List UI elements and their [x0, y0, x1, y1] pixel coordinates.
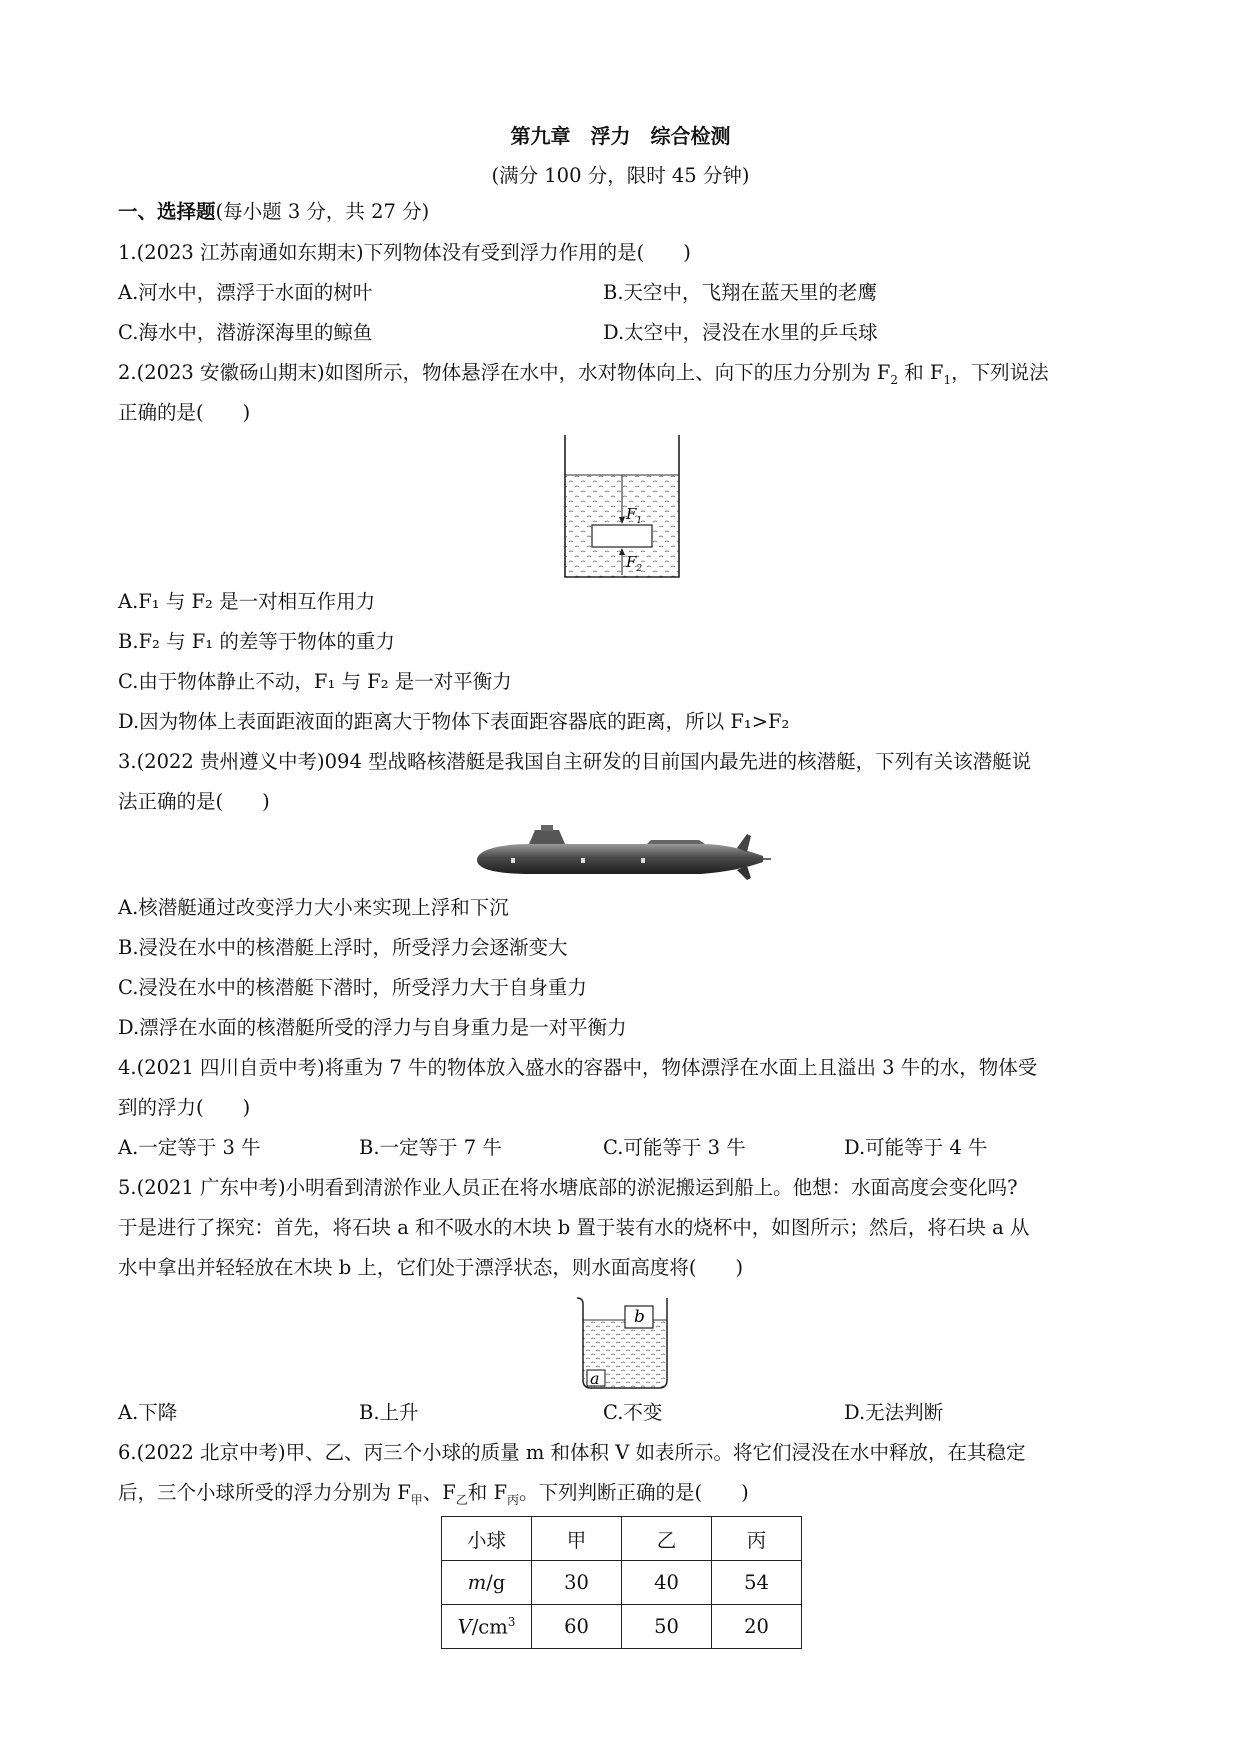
- q2-sub-1: 1: [943, 372, 952, 387]
- q6-sub-jia: 甲: [410, 1492, 423, 1507]
- q2-option-d: D.因为物体上表面距液面的距离大于物体下表面距容器底的距离，所以 F₁>F₂: [118, 710, 790, 733]
- q5-stem-line3: 水中拿出并轻轻放在木块 b 上，它们处于漂浮状态，则水面高度将( ): [118, 1256, 744, 1279]
- q6-data-table: [441, 1516, 802, 1649]
- q2-fig-label-f2: $F_2$: [626, 553, 643, 574]
- volume-unit: /cm: [471, 1615, 508, 1639]
- q2-stem-line2: 正确的是( ): [118, 401, 251, 424]
- q1-option-c: C.海水中，潜游深海里的鲸鱼: [118, 321, 373, 344]
- q4-option-c: C.可能等于 3 牛: [603, 1136, 746, 1159]
- table-row-label: [442, 1605, 532, 1649]
- q3-option-d: D.漂浮在水面的核潜艇所受的浮力与自身重力是一对平衡力: [118, 1016, 627, 1039]
- q2-stem-end: ，下列说法: [951, 361, 1049, 384]
- table-header-cell: 小球: [442, 1517, 532, 1561]
- q3-stem-line2: 法正确的是( ): [118, 790, 270, 813]
- section-heading-note: (每小题 3 分，共 27 分): [215, 200, 430, 223]
- table-row-volume: [442, 1605, 802, 1649]
- table-cell: 20: [712, 1605, 802, 1649]
- q4-option-b: B.一定等于 7 牛: [359, 1136, 502, 1159]
- q5-beaker-figure: [575, 1292, 675, 1390]
- q2-stem-mid: 和 F: [898, 361, 944, 384]
- q5-stem-line2: 于是进行了探究：首先，将石块 a 和不吸水的木块 b 置于装有水的烧杯中，如图所示；然后，将石块 a 从: [118, 1216, 1030, 1239]
- q6-stem-line1: 6.(2022 北京中考)甲、乙、丙三个小球的质量 m 和体积 V 如表所示。将它们浸没在水中释放，在其稳定: [118, 1441, 1026, 1464]
- q6-stem-line2: [118, 1481, 1128, 1512]
- q1-option-d: D.太空中，浸没在水里的乒乓球: [603, 321, 878, 344]
- q4-option-a: A.一定等于 3 牛: [118, 1136, 261, 1159]
- section-heading: [118, 200, 1128, 224]
- q6-stem-part-d: 。下列判断正确的是( ): [519, 1481, 749, 1504]
- page-title: 第九章 浮力 综合检测: [510, 124, 731, 148]
- table-header-cell: 乙: [622, 1517, 712, 1561]
- q4-option-d: D.可能等于 4 牛: [844, 1136, 988, 1159]
- q5-fig-label-a: a: [590, 1369, 600, 1388]
- q6-sub-bing: 丙: [507, 1492, 520, 1507]
- q5-stem-line1: 5.(2021 广东中考)小明看到清淤作业人员正在将水塘底部的淤泥搬运到船上。他想：水面高度会变化吗?: [118, 1176, 1018, 1199]
- q2-option-b: B.F₂ 与 F₁ 的差等于物体的重力: [118, 630, 395, 653]
- q1-stem: 1.(2023 江苏南通如东期末)下列物体没有受到浮力作用的是( ): [118, 241, 691, 264]
- q5-option-c: C.不变: [603, 1401, 663, 1424]
- q3-stem-line1: 3.(2022 贵州遵义中考)094 型战略核潜艇是我国自主研发的目前国内最先进的核潜艇，下列有关该潜艇说: [118, 750, 1032, 773]
- page-subtitle: (满分 100 分，限时 45 分钟): [491, 164, 750, 187]
- q6-sub-yi: 乙: [455, 1492, 468, 1507]
- table-cell: 54: [712, 1561, 802, 1605]
- table-cell: 30: [532, 1561, 622, 1605]
- q5-option-b: B.上升: [359, 1401, 419, 1424]
- q1-option-a: A.河水中，漂浮于水面的树叶: [118, 281, 373, 304]
- q3-option-a: A.核潜艇通过改变浮力大小来实现上浮和下沉: [118, 896, 509, 919]
- q2-option-a: A.F₁ 与 F₂ 是一对相互作用力: [118, 590, 376, 613]
- q5-fig-label-b: b: [634, 1307, 645, 1327]
- table-cell: 50: [622, 1605, 712, 1649]
- submarine-image: [471, 824, 771, 884]
- volume-symbol: V: [457, 1615, 472, 1639]
- q5-option-d: D.无法判断: [844, 1401, 944, 1424]
- mass-symbol: m: [467, 1571, 487, 1594]
- q6-stem-part-a: 后，三个小球所受的浮力分别为 F: [118, 1481, 411, 1504]
- table-cell: 60: [532, 1605, 622, 1649]
- q2-container-figure: [562, 433, 682, 580]
- table-cell: 40: [622, 1561, 712, 1605]
- section-heading-label: 一、选择题: [118, 200, 216, 223]
- q2-fig-label-f1: $F_1$: [626, 505, 643, 526]
- mass-unit: /g: [486, 1571, 506, 1594]
- q2-stem-text: 2.(2023 安徽砀山期末)如图所示，物体悬浮在水中，水对物体向上、向下的压力分别为 F: [118, 361, 891, 384]
- q6-stem-part-c: 和 F: [467, 1481, 508, 1504]
- table-header-cell: 丙: [712, 1517, 802, 1561]
- q6-stem-part-b: 、F: [422, 1481, 456, 1504]
- q1-option-b: B.天空中，飞翔在蓝天里的老鹰: [603, 281, 878, 304]
- table-row-mass: [442, 1561, 802, 1605]
- table-row-label: [442, 1561, 532, 1605]
- q4-stem-line2: 到的浮力( ): [118, 1096, 251, 1119]
- q4-stem-line1: 4.(2021 四川自贡中考)将重为 7 牛的物体放入盛水的容器中，物体漂浮在水面上且溢出 3 牛的水，物体受: [118, 1056, 1038, 1079]
- q5-option-a: A.下降: [118, 1401, 178, 1424]
- q3-option-c: C.浸没在水中的核潜艇下潜时，所受浮力大于自身重力: [118, 976, 587, 999]
- table-header-cell: 甲: [532, 1517, 622, 1561]
- volume-unit-exponent: 3: [507, 1614, 516, 1629]
- q2-option-c: C.由于物体静止不动，F₁ 与 F₂ 是一对平衡力: [118, 670, 512, 693]
- q2-stem-line1: [118, 361, 1128, 392]
- q2-sub-2: 2: [890, 372, 899, 387]
- table-header-row: [442, 1517, 802, 1561]
- q3-option-b: B.浸没在水中的核潜艇上浮时，所受浮力会逐渐变大: [118, 936, 568, 959]
